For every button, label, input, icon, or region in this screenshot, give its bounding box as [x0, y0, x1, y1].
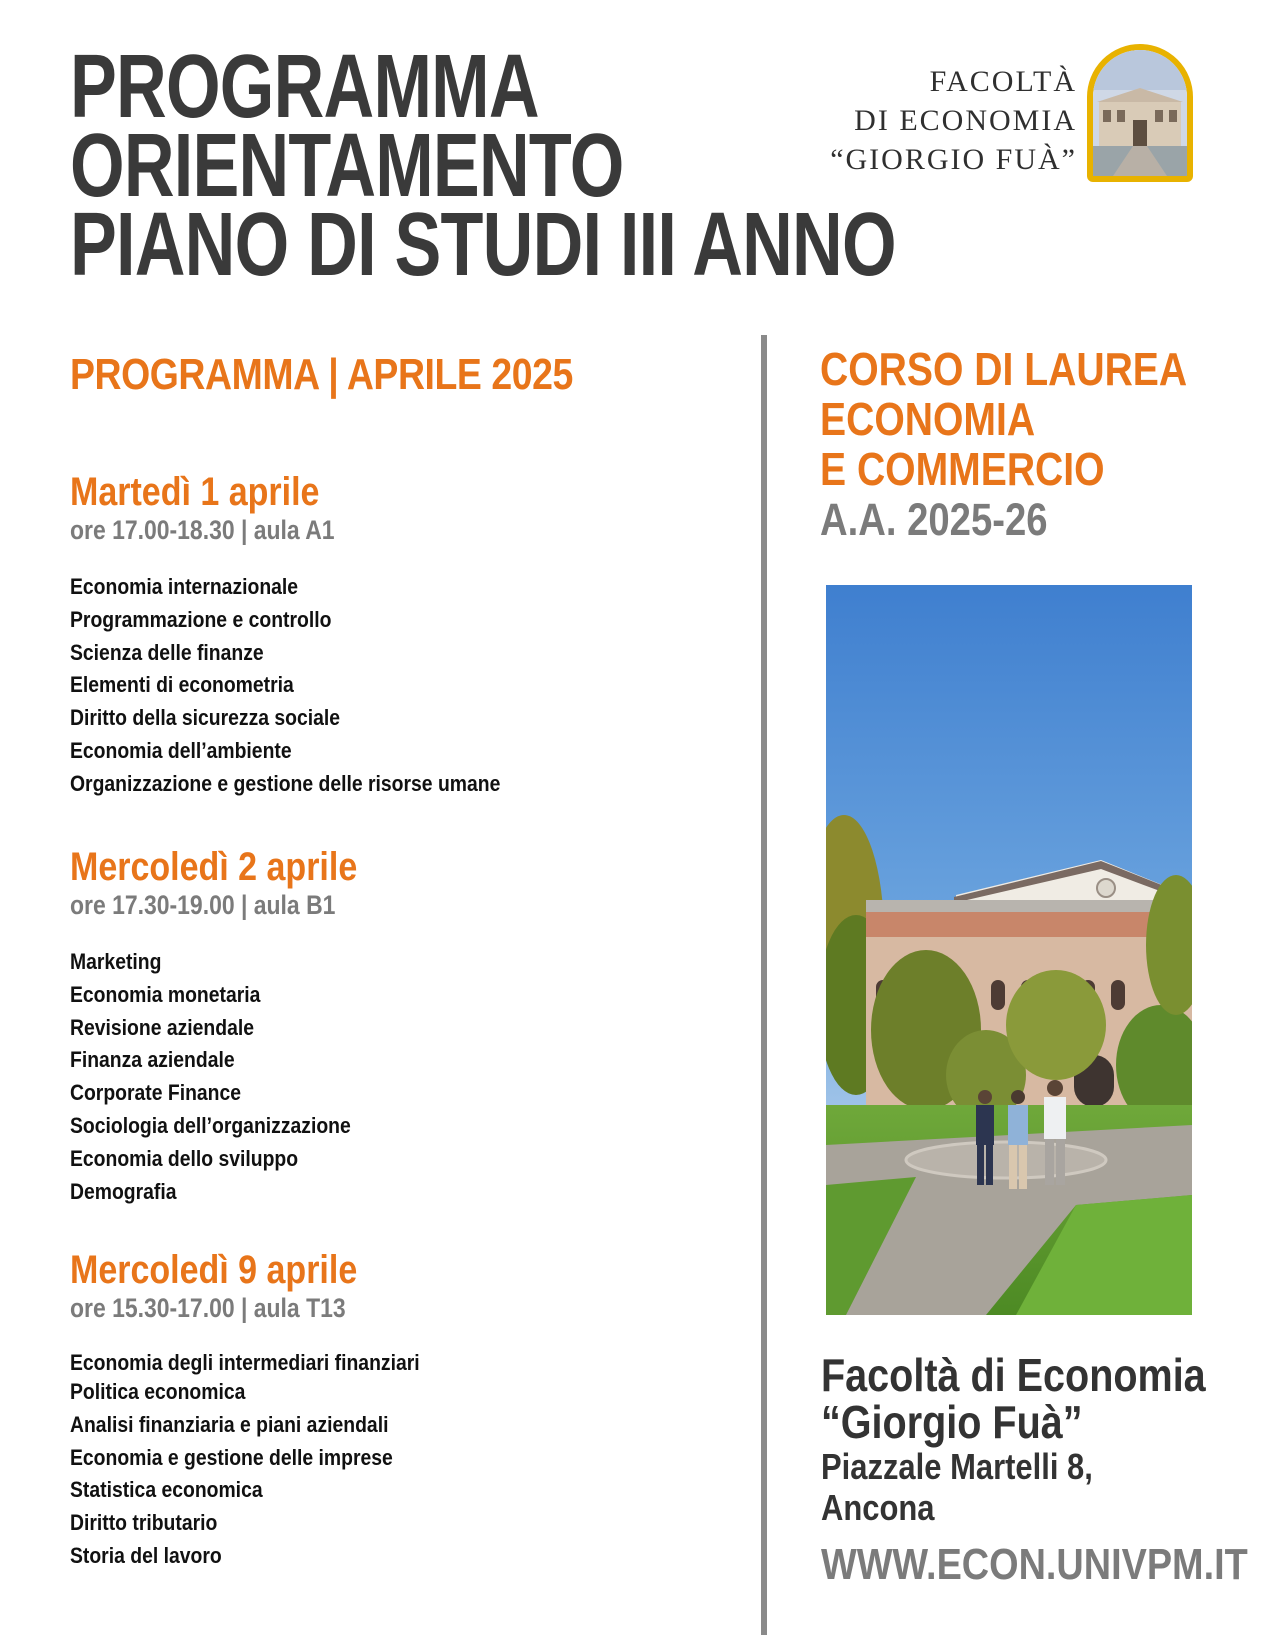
course-list	[70, 1349, 710, 1573]
address-street: Piazzale Martelli 8,	[821, 1446, 1093, 1487]
list-item: Organizzazione e gestione delle risorse umane	[70, 770, 501, 796]
list-item: Sociologia dell’organizzazione	[70, 1112, 351, 1138]
list-item: Economia e gestione delle imprese	[70, 1444, 393, 1470]
campus-building-image	[826, 585, 1192, 1315]
title-line-3: PIANO DI STUDI III ANNO	[70, 195, 896, 295]
academic-year: A.A. 2025-26	[820, 494, 1048, 545]
course-list	[70, 946, 710, 1208]
degree-heading	[820, 344, 1187, 546]
list-item: Finanza aziendale	[70, 1047, 235, 1073]
logo-line-3: “GIORGIO FUÀ”	[830, 143, 1077, 176]
day-time: ore 17.30-19.00 | aula B1	[70, 890, 336, 920]
faculty-name: Facoltà di Economia	[821, 1349, 1206, 1401]
list-item: Corporate Finance	[70, 1080, 242, 1106]
day-block-1	[70, 470, 710, 801]
list-item: Economia dello sviluppo	[70, 1145, 299, 1171]
logo-line-2: DI ECONOMIA	[854, 104, 1077, 137]
title-line-2: ORIENTAMENTO	[70, 116, 624, 216]
address-city: Ancona	[821, 1487, 935, 1528]
contact-block	[821, 1349, 1248, 1590]
faculty-subname: “Giorgio Fuà”	[821, 1396, 1083, 1448]
list-item: Elementi di econometria	[70, 672, 294, 698]
list-item: Scienza delle finanze	[70, 639, 264, 665]
day-title: Martedì 1 aprile	[70, 470, 320, 514]
day-block-3	[70, 1248, 710, 1573]
title-line-1: PROGRAMMA	[70, 37, 539, 137]
list-item: Marketing	[70, 949, 162, 974]
degree-line-2: ECONOMIA	[820, 393, 1036, 445]
list-item: Statistica economica	[70, 1477, 263, 1503]
list-item: Analisi finanziaria e piani aziendali	[70, 1411, 389, 1437]
degree-line-3: E COMMERCIO	[820, 443, 1105, 495]
program-heading: PROGRAMMA | APRILE 2025	[70, 350, 573, 399]
day-title: Mercoledì 2 aprile	[70, 845, 358, 889]
course-list	[70, 571, 710, 801]
page-title	[70, 37, 896, 295]
list-item: Diritto della sicurezza sociale	[70, 705, 341, 731]
faculty-logo-emblem	[1087, 44, 1193, 182]
faculty-logo-text	[830, 62, 1077, 179]
list-item: Economia degli intermediari finanziari	[70, 1350, 420, 1375]
list-item: Demografia	[70, 1178, 177, 1204]
day-block-2	[70, 845, 710, 1208]
building-emblem-icon	[1093, 50, 1187, 176]
list-item: Storia del lavoro	[70, 1542, 222, 1568]
list-item: Economia monetaria	[70, 981, 261, 1007]
list-item: Programmazione e controllo	[70, 606, 332, 632]
list-item: Revisione aziendale	[70, 1014, 255, 1040]
campus-photo	[826, 585, 1192, 1315]
logo-line-1: FACOLTÀ	[929, 65, 1077, 98]
degree-line-1: CORSO DI LAUREA	[820, 343, 1188, 395]
day-title: Mercoledì 9 aprile	[70, 1248, 358, 1292]
day-time: ore 17.00-18.30 | aula A1	[70, 515, 335, 545]
list-item: Economia internazionale	[70, 574, 299, 599]
column-divider	[761, 335, 767, 1635]
list-item: Economia dell’ambiente	[70, 737, 292, 763]
list-item: Politica economica	[70, 1379, 246, 1404]
day-time: ore 15.30-17.00 | aula T13	[70, 1293, 346, 1323]
list-item: Diritto tributario	[70, 1510, 218, 1536]
website-link[interactable]: WWW.ECON.UNIVPM.IT	[821, 1540, 1248, 1589]
